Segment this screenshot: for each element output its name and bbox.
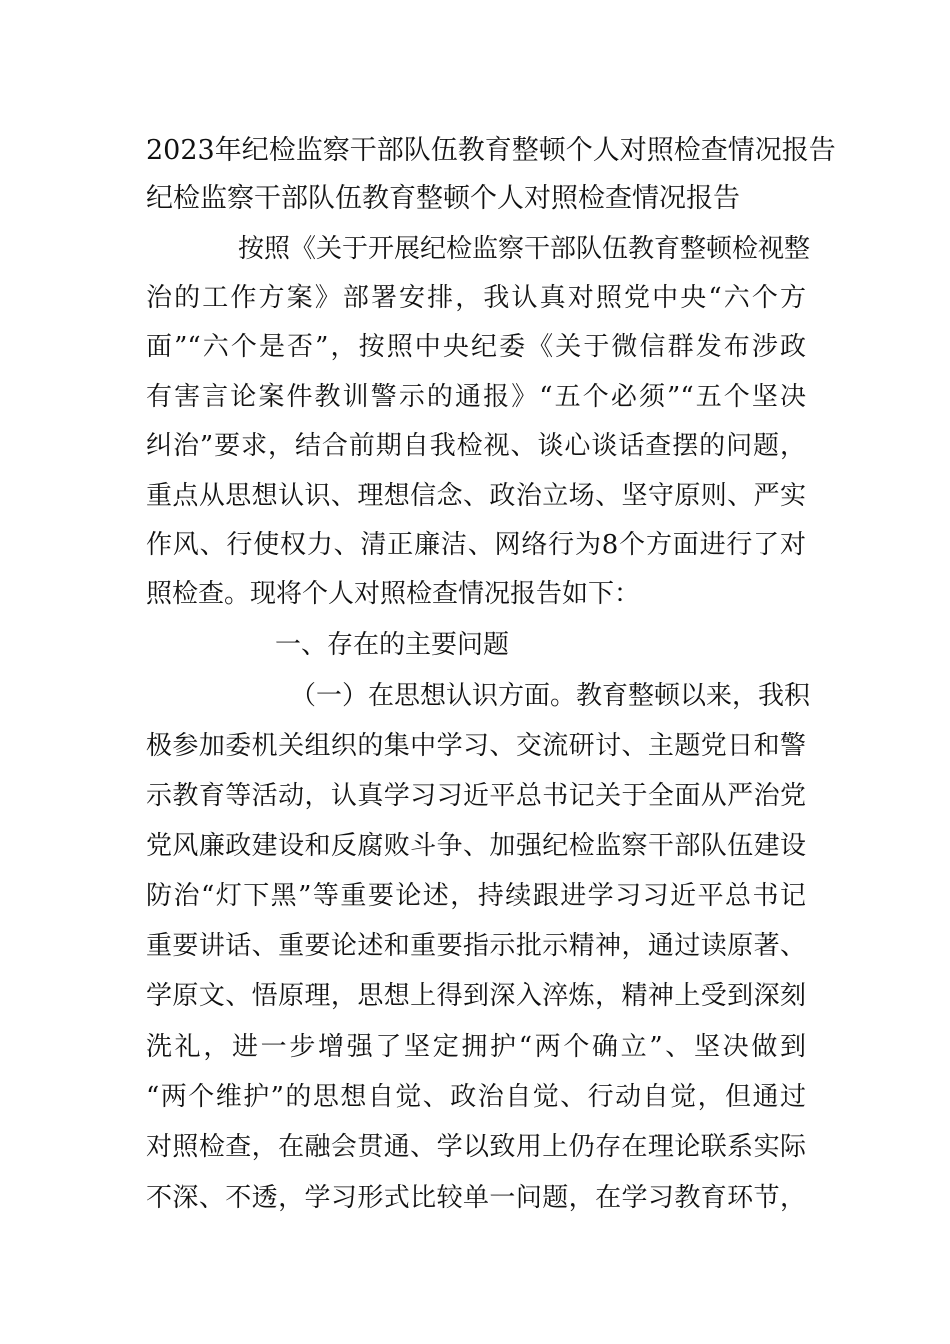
paragraph-line: “两个维护”的思想自觉、政治自觉、行动自觉，但通过 <box>146 1082 806 1112</box>
paragraph-line: 防治“灯下黑”等重要论述，持续跟进学习习近平总书记 <box>146 881 806 911</box>
section-heading: 一、存在的主要问题 <box>275 630 510 660</box>
paragraph-line: 纠治”要求，结合前期自我检视、谈心谈话查摆的问题， <box>146 431 806 461</box>
document-subtitle: 纪检监察干部队伍教育整顿个人对照检查情况报告 <box>146 183 740 214</box>
paragraph-line: 学原文、悟原理，思想上得到深入淬炼，精神上受到深刻 <box>146 981 806 1011</box>
paragraph-line: 照检查。现将个人对照检查情况报告如下： <box>146 579 641 609</box>
paragraph-line: 重要讲话、重要论述和重要指示批示精神，通过读原著、 <box>146 931 806 961</box>
paragraph-line: 不深、不透，学习形式比较单一问题，在学习教育环节， <box>146 1183 806 1213</box>
paragraph-line: 面”“六个是否”，按照中央纪委《关于微信群发布涉政 <box>146 332 806 362</box>
paragraph-line: 作风、行使权力、清正廉洁、网络行为8个方面进行了对 <box>146 530 806 560</box>
paragraph-line: 按照《关于开展纪检监察干部队伍教育整顿检视整 <box>238 234 811 264</box>
paragraph-line: 对照检查，在融会贯通、学以致用上仍存在理论联系实际 <box>146 1132 806 1162</box>
paragraph-line: （一）在思想认识方面。教育整顿以来，我积 <box>290 681 811 711</box>
paragraph-line: 洗礼，进一步增强了坚定拥护“两个确立”、坚决做到 <box>146 1032 806 1062</box>
paragraph-line: 示教育等活动，认真学习习近平总书记关于全面从严治党 <box>146 781 806 811</box>
document-title: 2023年纪检监察干部队伍教育整顿个人对照检查情况报告 <box>146 135 836 166</box>
paragraph-line: 极参加委机关组织的集中学习、交流研讨、主题党日和警 <box>146 731 806 761</box>
paragraph-line: 有害言论案件教训警示的通报》“五个必须”“五个坚决 <box>146 382 806 412</box>
paragraph-line: 重点从思想认识、理想信念、政治立场、坚守原则、严实 <box>146 481 806 511</box>
paragraph-line: 治的工作方案》部署安排，我认真对照党中央“六个方 <box>146 283 806 313</box>
paragraph-line: 党风廉政建设和反腐败斗争、加强纪检监察干部队伍建设 <box>146 831 806 861</box>
